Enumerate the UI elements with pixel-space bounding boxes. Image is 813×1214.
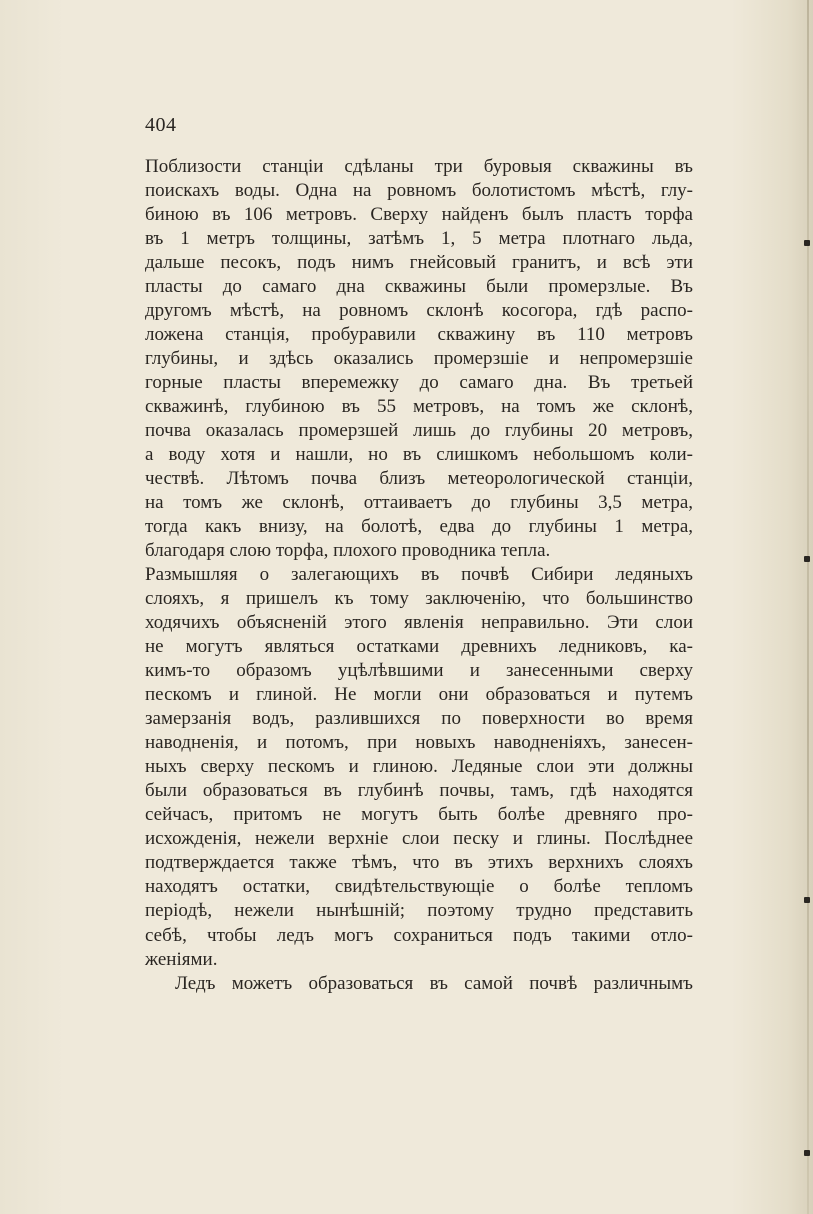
text-line: другомъ мѣстѣ, на ровномъ склонѣ косогора, гдѣ распо- (145, 300, 693, 322)
text-line: поискахъ воды. Одна на ровномъ болотистомъ мѣстѣ, глу- (145, 180, 693, 202)
edge-mark (804, 897, 810, 903)
edge-mark (804, 556, 810, 562)
text-line: Размышляя о залегающихъ въ почвѣ Сибири ледяныхъ (145, 564, 693, 586)
text-line: женіями. (145, 948, 218, 970)
edge-mark (804, 1150, 810, 1156)
text-line: пласты до самаго дна скважины были промерзлые. Въ (145, 276, 693, 298)
text-line: сейчасъ, притомъ не могутъ быть болѣе древняго про- (145, 804, 693, 826)
text-line: были образоваться въ глубинѣ почвы, тамъ, гдѣ находятся (145, 780, 693, 802)
text-line: ходячихъ объясненій этого явленія неправильно. Эти слои (145, 612, 693, 634)
text-line: биною въ 106 метровъ. Сверху найденъ былъ пластъ торфа (145, 204, 693, 226)
text-line: въ 1 метръ толщины, затѣмъ 1, 5 метра плотнаго льда, (145, 228, 693, 250)
text-line: на томъ же склонѣ, оттаиваетъ до глубины 3,5 метра, (145, 492, 693, 514)
text-line: тогда какъ внизу, на болотѣ, едва до глубины 1 метра, (145, 516, 693, 538)
text-line: скважинѣ, глубиною въ 55 метровъ, на томъ же склонѣ, (145, 396, 693, 418)
text-line: горные пласты вперемежку до самаго дна. Въ третьей (145, 372, 693, 394)
text-line: почва оказалась промерзшей лишь до глубины 20 метровъ, (145, 420, 693, 442)
text-line: ложена станція, пробуравили скважину въ 110 метровъ (145, 324, 693, 346)
text-line: кимъ-то образомъ уцѣлѣвшими и занесенными сверху (145, 660, 693, 682)
text-line: себѣ, чтобы ледъ могъ сохраниться подъ такими отло- (145, 924, 693, 946)
text-line: замерзанія водъ, разлившихся по поверхности во время (145, 708, 693, 730)
text-line: подтверждается также тѣмъ, что въ этихъ верхнихъ слояхъ (145, 852, 693, 874)
text-line: Ледъ можетъ образоваться въ самой почвѣ различнымъ (175, 972, 693, 994)
text-line: находятъ остатки, свидѣтельствующіе о болѣе тепломъ (145, 876, 693, 898)
page-edge (807, 0, 809, 1214)
text-line: а воду хотя и нашли, но въ слишкомъ небольшомъ коли- (145, 444, 693, 466)
text-line: исхожденія, нежели верхніе слои песку и глины. Послѣднее (145, 828, 693, 850)
text-line: Поблизости станціи сдѣланы три буровыя скважины въ (145, 156, 693, 177)
text-line: наводненія, и потомъ, при новыхъ наводненіяхъ, занесен- (145, 732, 693, 754)
text-line: періодѣ, нежели нынѣшній; поэтому трудно представить (145, 900, 693, 922)
text-line: слояхъ, я пришелъ къ тому заключенію, что большинство (145, 588, 693, 610)
body-text (145, 155, 693, 996)
text-line: благодаря слою торфа, плохого проводника тепла. (145, 540, 551, 562)
edge-mark (804, 240, 810, 246)
text-line: дальше песокъ, подъ нимъ гнейсовый гранитъ, и всѣ эти (145, 252, 693, 274)
text-line: ныхъ сверху пескомъ и глиною. Ледяные слои эти должны (145, 756, 693, 778)
text-line: пескомъ и глиной. Не могли они образоваться и путемъ (145, 684, 693, 706)
page-number: 404 (145, 114, 177, 136)
text-line: чествѣ. Лѣтомъ почва близъ метеорологической станціи, (145, 468, 693, 490)
text-line: не могутъ являться остатками древнихъ ледниковъ, ка- (145, 636, 693, 658)
text-line: глубины, и здѣсь оказались промерзшіе и непромерзшіе (145, 348, 693, 370)
